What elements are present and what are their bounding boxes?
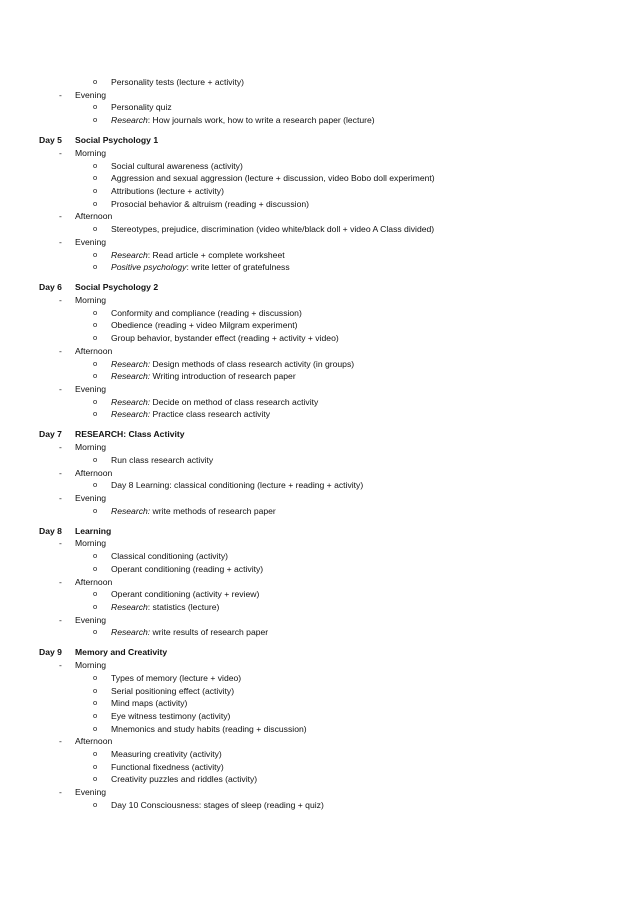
list-item-text [111,505,276,517]
bullet-icon: o [93,685,98,695]
bullet-icon: o [93,396,98,406]
period-row [0,345,638,357]
list-item [0,697,638,709]
day-number: Day 6 [39,282,62,293]
bullet-icon: o [93,480,98,490]
list-item [0,563,638,575]
period-label: Afternoon [75,467,113,478]
bullet-icon: o [93,505,98,515]
bullet-icon: o [93,761,98,771]
item-emphasis: Research: [111,396,151,407]
item-body: Eye witness testimony (activity) [111,710,231,721]
period-label: Evening [75,787,107,798]
item-emphasis: Research: [111,409,151,420]
day-number: Day 8 [39,525,62,536]
list-item-text [111,76,244,88]
list-item-text [111,685,234,697]
list-item [0,685,638,697]
period-row [0,786,638,798]
bullet-icon: o [93,749,98,758]
item-body: Operant conditioning (reading + activity) [111,563,264,574]
list-item-text [111,626,268,638]
period-label: Evening [75,89,107,100]
list-item-text [111,101,172,113]
list-item [0,710,638,722]
period-label: Afternoon [75,576,113,587]
list-item [0,223,638,235]
period-row [0,492,638,504]
dash-marker: - [59,211,62,222]
list-item-text [111,396,318,408]
item-body: write results of research paper [150,627,269,638]
list-item [0,114,638,126]
bullet-icon: o [93,320,98,330]
item-body: Design methods of class research activity (in groups) [150,358,355,369]
list-item-text [111,710,230,722]
list-item-text [111,223,434,235]
item-body: Obedience (reading + video Milgram experiment) [111,320,298,331]
list-item-text [111,307,302,319]
item-body: Serial positioning effect (activity) [111,685,235,696]
item-body: : Read article + complete worksheet [147,249,285,260]
dash-marker: - [59,576,62,587]
list-item [0,626,638,638]
list-item-text [111,172,435,184]
list-item [0,249,638,261]
period-row [0,537,638,549]
day-header [0,281,638,293]
day-title: Social Psychology 1 [75,135,159,146]
item-body: Group behavior, bystander effect (reading + activity + video) [111,333,339,344]
list-item [0,261,638,273]
dash-marker: - [59,787,62,798]
item-body: Attributions (lecture + activity) [111,186,224,196]
period-label: Morning [75,147,107,158]
bullet-icon: o [93,198,98,208]
period-row [0,294,638,306]
list-item-text [111,249,285,261]
item-emphasis: Research: [111,358,151,369]
item-body: Conformity and compliance (reading + discussion) [111,307,302,318]
period-row [0,614,638,626]
bullet-icon: o [93,409,98,419]
bullet-icon: o [93,589,98,599]
dash-marker: - [59,89,62,100]
item-body: Run class research activity [111,454,214,465]
list-item-text [111,370,296,382]
period-row [0,441,638,453]
list-item [0,172,638,184]
list-item [0,319,638,331]
item-body: Personality quiz [111,102,172,113]
period-label: Afternoon [75,345,113,356]
item-body: Day 8 Learning: classical conditioning (lecture + reading + activity) [111,480,364,491]
bullet-icon: o [93,102,98,112]
day-header [0,428,638,440]
period-row [0,467,638,479]
list-item-text [111,563,263,575]
list-item-text [111,723,307,735]
bullet-icon: o [93,173,98,183]
dash-marker: - [59,147,62,158]
period-label: Evening [75,236,107,247]
item-body: Measuring creativity (activity) [111,749,222,759]
item-emphasis: Research [111,249,148,260]
item-body: Mnemonics and study habits (reading + discussion) [111,723,307,734]
list-item [0,505,638,517]
list-item [0,748,638,760]
list-item-text [111,332,339,344]
item-body: Classical conditioning (activity) [111,551,229,562]
list-item-text [111,672,241,684]
day-title: RESEARCH: Class Activity [75,429,185,440]
period-row [0,147,638,159]
item-emphasis: Research: [111,371,151,382]
list-item [0,799,638,811]
bullet-icon: o [93,307,98,317]
item-emphasis: Positive psychology [111,262,187,273]
list-item [0,408,638,420]
list-item [0,723,638,735]
list-item-text [111,198,309,210]
item-body: Types of memory (lecture + video) [111,672,242,683]
list-item-text [111,358,354,370]
list-item [0,332,638,344]
dash-marker: - [59,660,62,671]
item-body: Personality tests (lecture + activity) [111,77,245,87]
dash-marker: - [59,383,62,394]
list-item-text [111,114,375,126]
bullet-icon: o [93,186,98,195]
dash-marker: - [59,442,62,453]
list-item-text [111,319,298,331]
period-label: Morning [75,660,107,671]
bullet-icon: o [93,262,98,272]
dash-marker: - [59,492,62,503]
dash-marker: - [59,295,62,305]
period-row [0,576,638,588]
list-item-text [111,261,290,273]
list-item-text [111,160,243,172]
item-body: : write letter of gratefulness [186,262,290,273]
bullet-icon: o [93,371,98,381]
bullet-icon: o [93,698,98,708]
list-item [0,454,638,466]
list-item [0,76,638,88]
list-item-text [111,550,228,562]
period-label: Evening [75,492,107,503]
list-item [0,160,638,172]
list-item-text [111,601,219,613]
dash-marker: - [59,345,62,356]
bullet-icon: o [93,333,98,343]
bullet-icon: o [93,799,98,809]
item-body: Day 10 Consciousness: stages of sleep (reading + quiz) [111,799,324,810]
day-title: Memory and Creativity [75,647,168,658]
bullet-icon: o [93,627,98,637]
item-body: Practice class research activity [150,409,271,420]
period-row [0,89,638,101]
bullet-icon: o [93,601,98,611]
list-item [0,550,638,562]
day-number: Day 9 [39,647,62,658]
item-body: : How journals work, how to write a research paper (lecture) [147,115,375,126]
period-row [0,659,638,671]
list-item-text [111,761,224,773]
item-body: write methods of research paper [150,505,276,516]
item-body: Functional fixedness (activity) [111,761,224,772]
item-body: Decide on method of class research activity [150,396,319,407]
list-item [0,773,638,785]
bullet-icon: o [93,454,98,464]
item-body: Prosocial behavior & altruism (reading + discussion) [111,198,309,209]
bullet-icon: o [93,249,98,259]
dash-marker: - [59,538,62,549]
list-item [0,101,638,113]
list-item-text [111,588,259,600]
bullet-icon: o [93,358,98,368]
bullet-icon: o [93,774,98,784]
bullet-icon: o [93,551,98,561]
dash-marker: - [59,467,62,478]
list-item [0,185,638,197]
bullet-icon: o [93,77,98,86]
bullet-icon: o [93,115,98,125]
item-body: Mind maps (activity) [111,698,188,709]
item-emphasis: Research [111,115,148,126]
list-item-text [111,799,324,811]
period-label: Evening [75,614,107,625]
item-emphasis: Research [111,601,148,612]
bullet-icon: o [93,672,98,682]
list-item-text [111,773,257,785]
list-item-text [111,697,187,709]
bullet-icon: o [93,224,98,234]
item-body: Social cultural awareness (activity) [111,160,243,171]
list-item-text [111,748,222,760]
period-label: Morning [75,442,107,453]
bullet-icon: o [93,710,98,720]
bullet-icon: o [93,563,98,573]
period-label: Evening [75,383,107,394]
day-header [0,646,638,658]
period-row [0,735,638,747]
item-emphasis: Research: [111,627,151,638]
day-number: Day 7 [39,429,62,440]
list-item [0,307,638,319]
item-body: Writing introduction of research paper [150,371,296,382]
period-label: Afternoon [75,211,113,222]
list-item [0,761,638,773]
list-item [0,588,638,600]
period-label: Morning [75,295,107,305]
list-item-text [111,479,363,491]
item-body: Aggression and sexual aggression (lecture + discussion, video Bobo doll experiment) [111,173,435,184]
period-row [0,236,638,248]
list-item [0,198,638,210]
day-title: Social Psychology 2 [75,282,159,293]
list-item [0,370,638,382]
period-row [0,210,638,222]
bullet-icon: o [93,723,98,733]
dash-marker: - [59,736,62,747]
list-item [0,601,638,613]
item-body: : statistics (lecture) [147,601,220,612]
item-body: Stereotypes, prejudice, discrimination (video white/black doll + video A Class divided) [111,224,435,235]
list-item-text [111,408,270,420]
list-item [0,479,638,491]
list-item-text [111,185,224,197]
day-header [0,134,638,146]
list-item-text [111,454,213,466]
period-row [0,383,638,395]
day-header [0,525,638,537]
day-title: Learning [75,525,112,536]
period-label: Morning [75,538,107,549]
list-item [0,396,638,408]
item-emphasis: Research: [111,505,151,516]
item-body: Creativity puzzles and riddles (activity) [111,774,258,785]
list-item [0,358,638,370]
day-number: Day 5 [39,135,62,146]
dash-marker: - [59,236,62,247]
bullet-icon: o [93,160,98,170]
period-label: Afternoon [75,736,113,747]
item-body: Operant conditioning (activity + review) [111,589,260,600]
list-item [0,672,638,684]
dash-marker: - [59,614,62,625]
